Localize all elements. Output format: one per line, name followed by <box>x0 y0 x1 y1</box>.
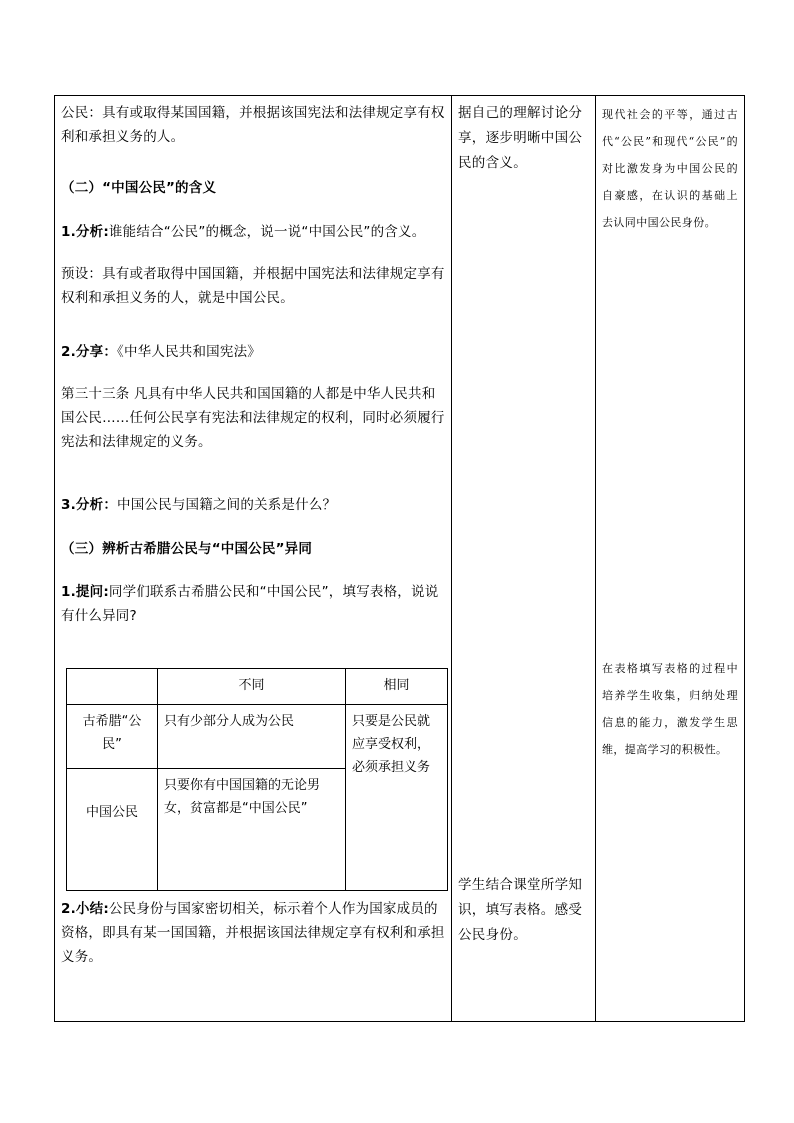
question-text: 同学们联系古希腊公民和“中国公民”，填写表格，说说有什么异同? <box>61 584 439 624</box>
table-header-different: 不同 <box>158 669 346 705</box>
analysis-3-text: 中国公民与国籍之间的关系是什么？ <box>117 497 337 513</box>
share-label: 2.分享： <box>61 344 118 360</box>
summary-label: 2.小结: <box>61 901 109 917</box>
design-intent-2: 在表格填写表格的过程中培养学生收集，归纳处理信息的能力，激发学生思维，提高学习的积极性。 <box>602 662 738 756</box>
share <box>61 340 447 364</box>
student-activity-1: 据自己的理解讨论分享，逐步明晰中国公民的含义。 <box>458 105 583 171</box>
table-row-ancient-greek-diff: 只有少部分人成为公民 <box>158 705 346 769</box>
preset-answer: 预设：具有或者取得中国国籍，并根据中国宪法和法律规定享有权利和承担义务的人，就是中国公民。 <box>61 266 445 306</box>
summary-text: 公民身份与国家密切相关，标示着个人作为国家成员的资格，即具有某一国国籍，并根据该国法律规定享有权利和承担义务。 <box>61 901 445 965</box>
citizen-definition: 公民：具有或取得某国国籍，并根据该国宪法和法律规定享有权利和承担义务的人。 <box>61 105 445 145</box>
question-label: 1.提问: <box>61 584 109 600</box>
table-row-ancient-greek-label: 古希腊“公民” <box>67 705 158 769</box>
summary <box>61 897 447 969</box>
table-row-chinese-diff: 只要你有中国国籍的无论男女，贫富都是“中国公民” <box>158 769 346 891</box>
table-header-blank <box>67 669 158 705</box>
analysis-3-label: 3.分析： <box>61 497 118 513</box>
section-heading-chinese-citizen: （二）“中国公民”的含义 <box>61 180 217 196</box>
section-heading-compare: （三）辨析古希腊公民与“中国公民”异同 <box>61 541 313 557</box>
lesson-plan-table <box>54 95 745 1022</box>
constitution-article-33: 第三十三条 凡具有中华人民共和国国籍的人都是中华人民共和国公民……任何公民享有宪法和法律规定的权利，同时必须履行宪法和法律规定的义务。 <box>61 386 445 450</box>
share-text: 《中华人民共和国宪法》 <box>117 344 261 360</box>
table-header-same: 相同 <box>346 669 448 705</box>
table-row-chinese-label: 中国公民 <box>67 769 158 891</box>
analysis-1-label: 1.分析: <box>61 224 109 240</box>
comparison-table <box>66 668 448 891</box>
analysis-1-text: 谁能结合“公民”的概念，说一说“中国公民”的含义。 <box>108 224 426 240</box>
student-activity-2: 学生结合课堂所学知识，填写表格。感受公民身份。 <box>458 877 583 943</box>
table-cell-same: 只要是公民就应享受权利，必须承担义务 <box>346 705 448 891</box>
column-divider-1 <box>451 96 452 1021</box>
question <box>61 580 447 628</box>
analysis-3 <box>61 493 447 517</box>
design-intent-1: 现代社会的平等，通过古代“公民”和现代“公民”的对比激发身为中国公民的自豪感，在认识的基础上去认同中国公民身份。 <box>602 108 738 229</box>
column-divider-2 <box>595 96 596 1021</box>
analysis-1 <box>61 220 447 244</box>
